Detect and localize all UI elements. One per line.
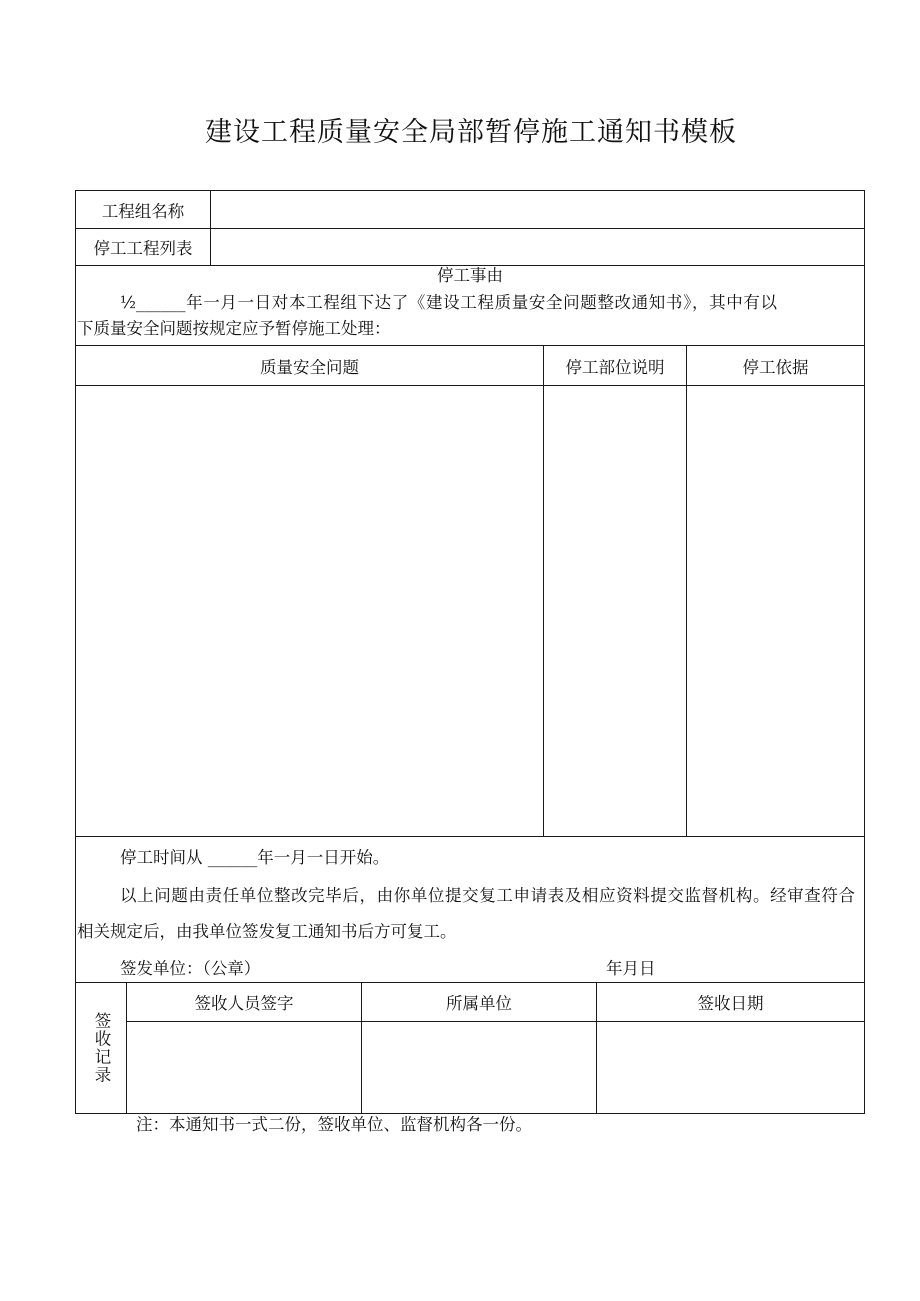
issue-date-label: 年月日 <box>606 959 656 978</box>
issues-column-issue-label: 质量安全问题 <box>260 357 359 377</box>
reason-line-1: ½______年一月一日对本工程组下达了《建设工程质量安全问题整改通知书》，其中有以 <box>120 293 777 312</box>
stoppage-start-line: 停工时间从 ______年一月一日开始。 <box>120 848 390 867</box>
issues-body-location-field[interactable] <box>543 385 687 837</box>
issues-column-header-basis <box>686 345 865 386</box>
receipt-section-label-cell <box>75 982 127 1114</box>
issues-column-header-issue <box>75 345 544 386</box>
receipt-column-unit-label: 所属单位 <box>446 994 512 1013</box>
footnote: 注：本通知书一式二份，签收单位、监督机构各一份。 <box>136 1115 532 1134</box>
receipt-column-header-unit <box>361 982 597 1022</box>
receipt-signature-field[interactable] <box>126 1021 362 1114</box>
reason-line-2: 下质量安全问题按规定应予暂停施工处理： <box>77 319 391 338</box>
issues-body-basis-field[interactable] <box>686 385 865 837</box>
project-group-label: 工程组名称 <box>101 201 185 221</box>
reason-heading: 停工事由 <box>437 266 503 285</box>
issues-column-basis-label: 停工依据 <box>742 357 809 377</box>
receipt-column-header-signature <box>126 982 362 1022</box>
receipt-unit-field[interactable] <box>361 1021 597 1114</box>
resume-line-2: 相关规定后，由我单位签发复工通知书后方可复工。 <box>77 922 457 941</box>
project-group-label-cell <box>75 190 211 229</box>
receipt-section-label: 签收记录 <box>92 1012 111 1084</box>
issuer-label: 签发单位：（公章） <box>120 959 261 978</box>
receipt-date-field[interactable] <box>596 1021 865 1114</box>
receipt-column-header-date <box>596 982 865 1022</box>
issues-body-issue-field[interactable] <box>75 385 544 837</box>
resume-line-1: 以上问题由责任单位整改完毕后，由你单位提交复工申请表及相应资料提交监督机构。经审查符合 <box>120 886 855 905</box>
issues-column-header-location <box>543 345 687 386</box>
project-list-field[interactable] <box>210 228 865 266</box>
project-list-label-cell <box>75 228 211 266</box>
reason-section <box>75 265 865 346</box>
project-list-label: 停工工程列表 <box>93 239 193 258</box>
receipt-column-signature-label: 签收人员签字 <box>194 994 294 1013</box>
issues-column-location-label: 停工部位说明 <box>565 357 665 377</box>
project-group-field[interactable] <box>210 190 865 229</box>
stoppage-section <box>75 836 865 983</box>
receipt-column-date-label: 签收日期 <box>697 994 764 1013</box>
document-title: 建设工程质量安全局部暂停施工通知书模板 <box>205 117 737 148</box>
